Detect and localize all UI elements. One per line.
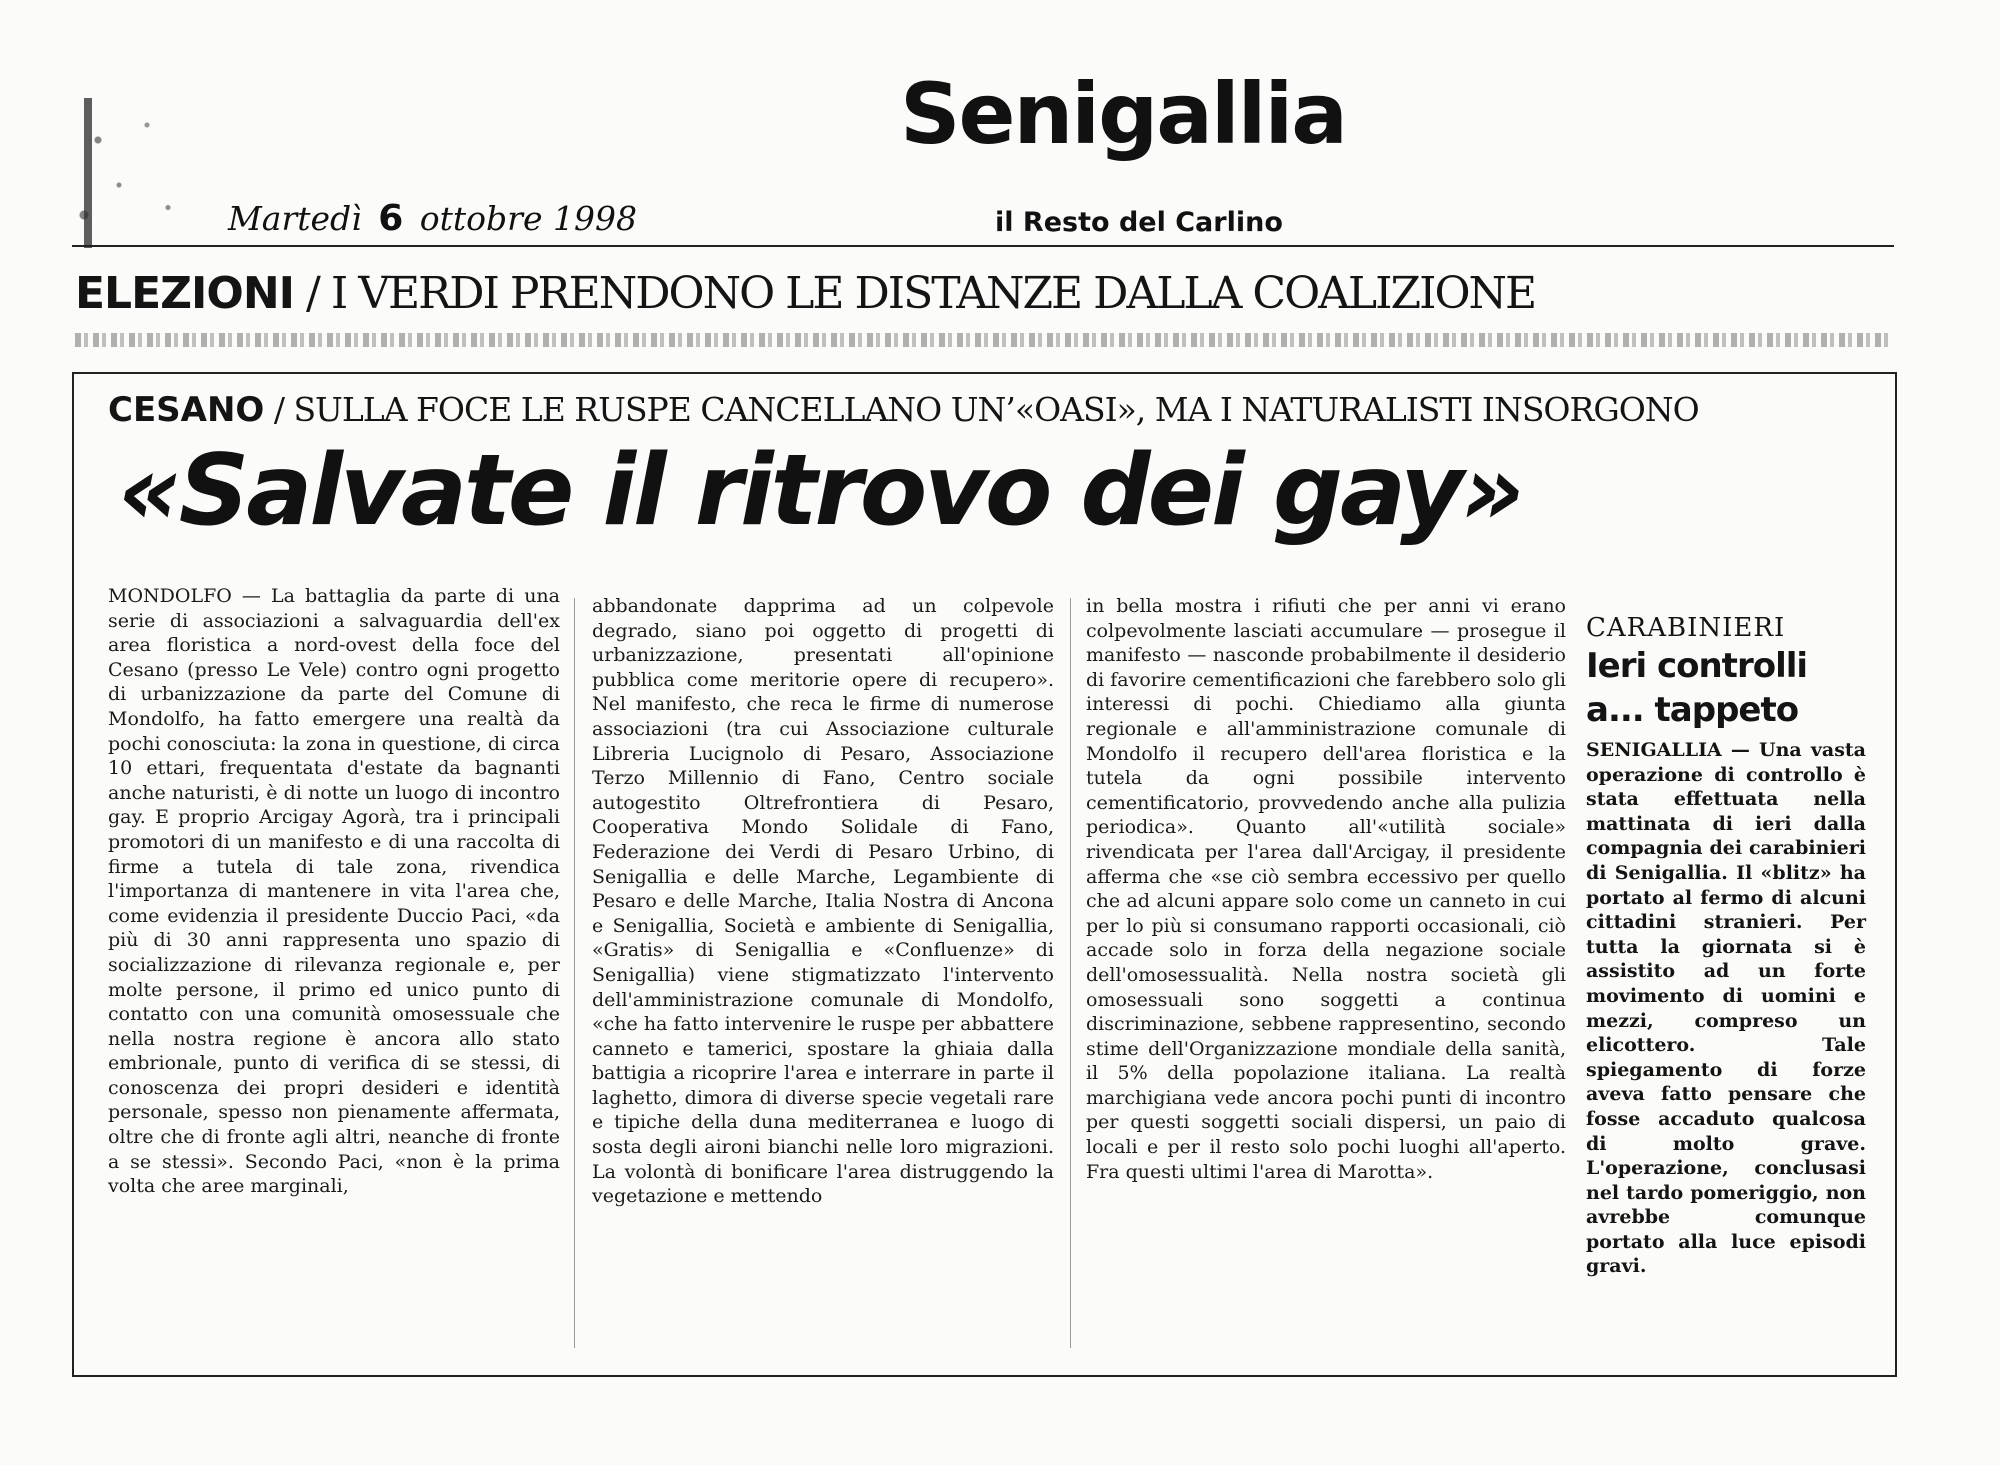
scan-edge-mark xyxy=(84,98,92,248)
illegible-strip xyxy=(75,333,1890,347)
article-column-3: in bella mostra i rifiuti che per anni vi erano colpevolmente lasciati accumulare — prosegue il manifesto — nasconde probabilmente il desiderio di favorire cementificazioni che farebbero solo gli interessi di pochi. Chiediamo alla giunta regionale e all'amministrazione comunale di Mondolfo il recupero dell'area floristica e la tutela da ogni possibile intervento cementificatorio, provvedendo anche alla pulizia periodica». Quanto all'«utilità sociale» rivendicata per l'area dall'Arcigay, il presidente afferma che «se ciò sembra eccessivo per quello che ad alcuni appare solo come un canneto in cui per lo più si consumano rapporti occasionali, ciò accade solo in forza della negazione sociale dell'omosessualità. Nella nostra società gli omosessuali sono soggetti a continua discriminazione, sebbene rappresentino, secondo stime dell'Organizzazione mondiale della sanità, il 5% della popolazione italiana. La realtà marchigiana vede ancora pochi punti di incontro per questi soggetti sociali dispersi, un paio di locali e per il resto solo pochi luoghi all'aperto. Fra questi ultimi l'area di Marotta». xyxy=(1086,595,1566,1183)
issue-date-day: Martedì xyxy=(228,199,362,238)
article-column-2: abbandonate dapprima ad un colpevole degrado, siano poi oggetto di progetti di urbanizzazione, presentati all'opinione pubblica come meritorie opere di recupero». Nel manifesto, che reca le firme di numerose associazioni (tra cui Associazione culturale Libreria Lucignolo di Pesaro, Associazione Terzo Millennio di Fano, Centro sociale autogestito Oltrefrontiera di Pesaro, Cooperativa Mondo Solidale di Fano, Federazione dei Verdi di Pesaro Urbino, di Senigallia e delle Marche, Legambiente di Pesaro e delle Marche, Italia Nostra di Ancona e Senigallia, Società e ambiente di Senigallia, «Gratis» di Senigallia e «Confluenze» di Senigallia) viene stigmatizzato l'intervento dell'amministrazione comunale di Mondolfo, «che ha fatto intervenire le ruspe per abbattere canneto e tamerici, spostare la ghiaia dalla battigia a ricoprire l'area e interrare in parte il laghetto, dimora di diverse specie vegetali rare e tipiche della duna mediterranea e luogo di sosta degli aironi bianchi nelle loro migrazioni. La volontà di bonificare l'area distruggendo la vegetazione e mettendo xyxy=(592,595,1054,1208)
column-divider xyxy=(574,598,575,1348)
article-tag: CESANO xyxy=(108,390,265,430)
masthead-title: Senigallia xyxy=(900,65,1346,163)
issue-date xyxy=(228,198,637,239)
issue-date-number: 6 xyxy=(378,198,404,239)
article-kicker xyxy=(108,390,1699,430)
sidebar-body: SENIGALLIA — Una vasta operazione di controllo è stata effettuata nella mattinata di ieri dalla compagnia dei carabinieri di Senigallia. Il «blitz» ha portato al fermo di alcuni cittadini stranieri. Per tutta la giornata si è assistito ad un forte movimento di uomini e mezzi, compreso un elicottero. Tale spiegamento di forze aveva fatto pensare che fosse accaduto qualcosa di molto grave. L'operazione, conclusasi nel tardo pomeriggio, non avrebbe comunque portato alla luce episodi gravi. xyxy=(1586,739,1866,1278)
top-story-headline xyxy=(75,268,1535,319)
top-story-text: I VERDI PRENDONO LE DISTANZE DALLA COALIZIONE xyxy=(330,268,1536,319)
article-headline: «Salvate il ritrovo dei gay» xyxy=(118,434,1522,548)
masthead-divider xyxy=(72,245,1894,247)
sidebar-article xyxy=(1586,612,1866,1279)
article-column-1: MONDOLFO — La battaglia da parte di una serie di associazioni a salvaguardia dell'ex area floristica a nord-ovest della foce del Cesano (presso Le Vele) contro ogni progetto di urbanizzazione da parte del Comune di Mondolfo, ha fatto emergere una realtà da pochi conosciuta: la zona in questione, di circa 10 ettari, frequentata d'estate da bagnanti anche naturisti, è di notte un luogo di incontro gay. E proprio Arcigay Agorà, tra i principali promotori di un manifesto e di una raccolta di firme a tutela di tale zona, rivendica l'importanza di mantenere in vita l'area che, come evidenzia il presidente Duccio Paci, «da più di 30 anni rappresenta uno spazio di socializzazione di rilevanza regionale e, per molte persone, il primo ed unico punto di contatto con una comunità omosessuale che nella nostra regione è ancora allo stato embrionale, punto di verifica di se stessi, di conoscenza dei propri desideri e identità personale, spesso non pienamente affermata, oltre che di fronte agli altri, neanche di fronte a se stessi». Secondo Paci, «non è la prima volta che aree marginali, xyxy=(108,585,560,1198)
column-divider xyxy=(1070,598,1071,1348)
article-kicker-text: SULLA FOCE LE RUSPE CANCELLANO UN’«OASI», MA I NATURALISTI INSORGONO xyxy=(293,390,1699,429)
issue-date-month-year: ottobre 1998 xyxy=(419,199,637,238)
article-separator: / xyxy=(264,390,294,429)
top-story-separator: / xyxy=(294,268,331,319)
masthead-subtitle: il Resto del Carlino xyxy=(995,207,1283,238)
top-story-tag: ELEZIONI xyxy=(75,268,295,319)
sidebar-title: Ieri controlli a... tappeto xyxy=(1586,646,1808,730)
sidebar-kicker: CARABINIERI xyxy=(1586,613,1786,643)
